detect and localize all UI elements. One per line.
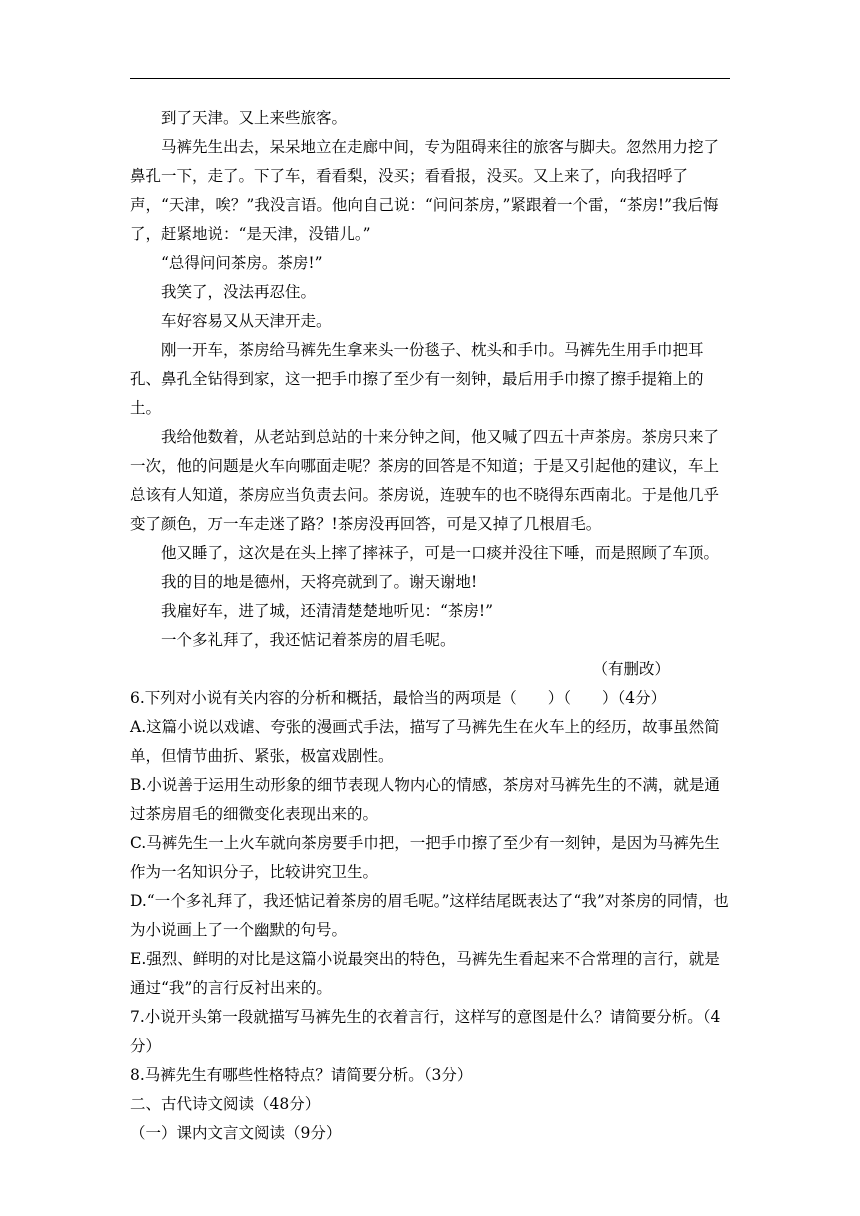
story-paragraph: 到了天津。又上来些旅客。 [161,109,348,127]
story-paragraph: 我的目的地是德州，天将亮就到了。谢天谢地! [161,573,478,591]
question-6-option-b: B.小说善于运用生动形象的细节表现人物内心的情感，茶房对马裤先生的不满，就是通过茶房眉毛的细微变化表现出来的。 [130,776,720,823]
question-6-option-d: D.“一个多礼拜了，我还惦记着茶房的眉毛呢。”这样结尾既表达了“我”对茶房的同情，也为小说画上了一个幽默的句号。 [130,892,729,939]
story-paragraph: 马裤先生出去，呆呆地立在走廊中间，专为阻碍来往的旅客与脚夫。忽然用力挖了鼻孔一下，走了。下了车，看看梨，没买；看看报，没买。又上来了，向我招呼了声，“天津，唉？”我没言语。他向自己说：“问问茶房，”紧跟着一个雷，“茶房!”我后悔了，赶紧地说：“是天津，没错儿。” [130,138,720,243]
story-paragraph: 我雇好车，进了城，还清清楚楚地听见：“茶房!” [161,602,494,620]
story-paragraph: 我笑了，没法再忍住。 [161,283,317,301]
source-note: （有删改） [592,660,670,678]
question-6-option-a: A.这篇小说以戏谑、夸张的漫画式手法，描写了马裤先生在火车上的经历，故事虽然简单，但情节曲折、紧张，极富戏剧性。 [130,718,720,765]
question-8: 8.马裤先生有哪些性格特点？请简要分析。（3分） [130,1066,473,1084]
question-6-stem: 6.下列对小说有关内容的分析和概括，最恰当的两项是（ ）（ ）（4分） [130,689,667,707]
story-paragraph: 车好容易又从天津开走。 [161,312,332,330]
story-paragraph: 一个多礼拜了，我还惦记着茶房的眉毛呢。 [161,631,456,649]
page-content [130,104,730,1148]
subsection-heading: （一）课内文言文阅读（9分） [130,1124,342,1142]
story-paragraph: 刚一开车，茶房给马裤先生拿来头一份毯子、枕头和手巾。马裤先生用手巾把耳孔、鼻孔全钻得到家，这一把手巾擦了至少有一刻钟，最后用手巾擦了擦手提箱上的土。 [130,341,704,417]
question-7: 7.小说开头第一段就描写马裤先生的衣着言行，这样写的意图是什么？请简要分析。（4分） [130,1008,721,1055]
story-paragraph: “总得问问茶房。茶房!” [161,254,323,272]
question-6-option-c: C.马裤先生一上火车就向茶房要手巾把，一把手巾擦了至少有一刻钟，是因为马裤先生作为一名知识分子，比较讲究卫生。 [130,834,720,881]
header-rule [130,78,730,79]
story-paragraph: 他又睡了，这次是在头上摔了摔袜子，可是一口痰并没往下唾，而是照顾了车顶。 [161,544,720,562]
story-paragraph: 我给他数着，从老站到总站的十来分钟之间，他又喊了四五十声茶房。茶房只来了一次，他的问题是火车向哪面走呢？茶房的回答是不知道；于是又引起他的建议，车上总该有人知道，茶房应当负责去问。茶房说，连驶车的也不晓得东西南北。于是他几乎变了颜色，万一车走迷了路？!茶房没再回答，可是又掉了几根眉毛。 [130,428,720,533]
question-6-option-e: E.强烈、鲜明的对比是这篇小说最突出的特色，马裤先生看起来不合常理的言行，就是通过“我”的言行反衬出来的。 [130,950,720,997]
section-heading: 二、古代诗文阅读（48分） [130,1095,321,1113]
